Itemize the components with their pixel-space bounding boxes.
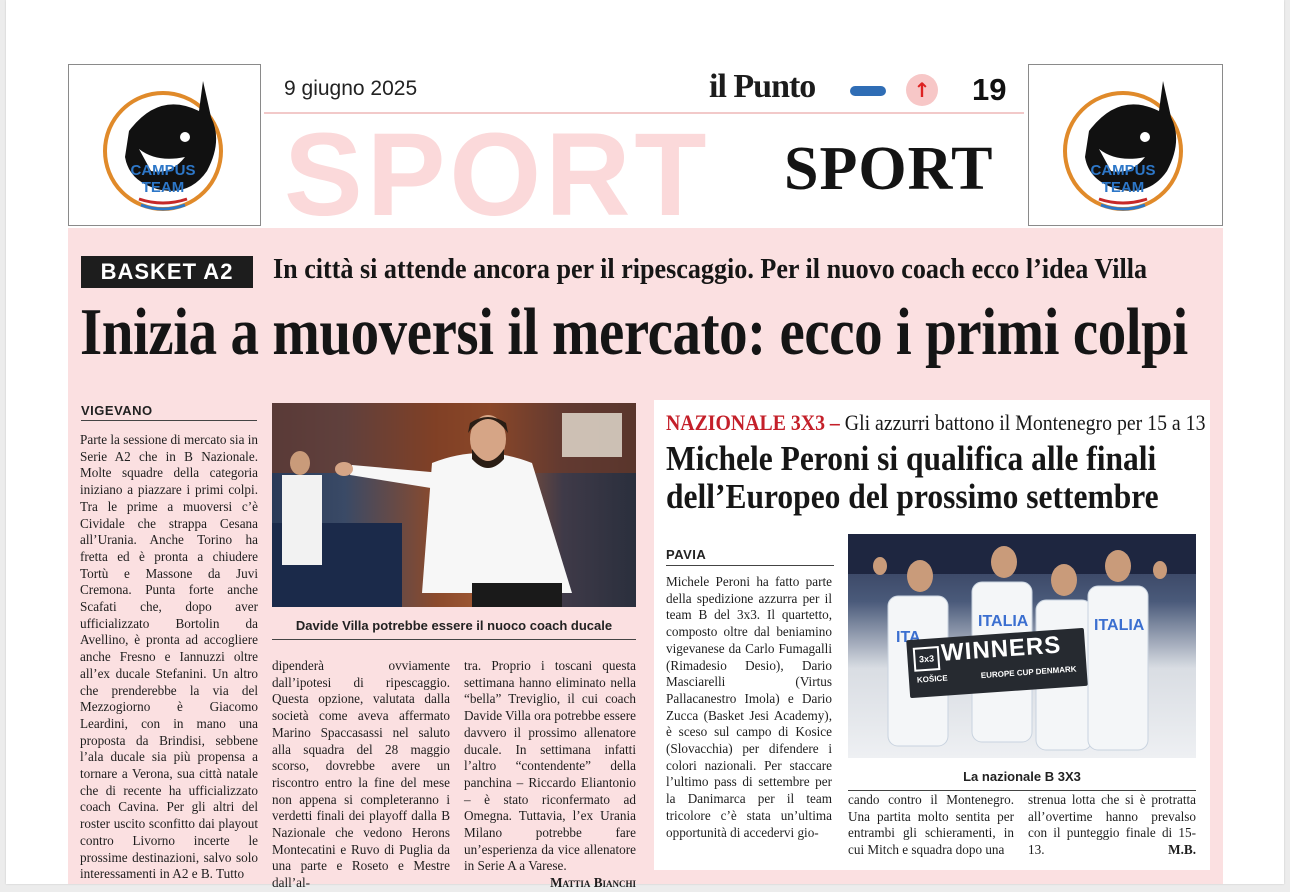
newspaper-page	[68, 64, 1223, 891]
sidebar-headline	[666, 440, 1159, 516]
coach-photo	[272, 403, 636, 607]
svg-text:CAMPUS: CAMPUS	[130, 162, 196, 179]
issue-date: 9 giugno 2025	[284, 77, 418, 100]
sidebar-column-3-text: strenua lotta che si è protratta all’overtime hanno prevalso con il punteggio finale di 15-13.	[1028, 792, 1196, 858]
article-signature: Mattia Bianchi	[550, 875, 636, 891]
team-caption-rule	[848, 790, 1196, 791]
orca-logo-icon	[99, 71, 231, 221]
svg-text:TEAM: TEAM	[141, 179, 185, 196]
sign-city-text: KOŠICE	[916, 673, 948, 685]
winners-sign	[906, 628, 1088, 698]
article-subheadline: In città si attende ancora per il ripescaggio. Per il nuovo coach ecco l’idea Villa	[273, 253, 1148, 285]
sidebar-column-1: Michele Peroni ha fatto parte della spedizione azzurra per il team B del 3x3. Il quartetto, composto oltre dal beniamino vigevanese da Carlo Fumagalli (Rimadesio Desio), Dario Masciarelli (Virtus Pallacanestro Imola) e Dario Zucca (Basket Jesi Academy), è sceso sul campo di Kosice (Slovacchia) per difendere i colori nazionali. Per staccare l’ultimo pass di settembre per la Danimarca per il team tricolore c’è stata un’ultima opportunità di accedervi gio-	[666, 574, 832, 840]
brand-logo: il Punto	[709, 68, 816, 105]
dateline-rule	[81, 420, 257, 421]
sidebar-signature: M.B.	[1168, 842, 1196, 858]
team-photo-caption: La nazionale B 3X3	[963, 769, 1081, 784]
sidebar-column-2: cando contro il Montenegro. Una partita molto sentita per entrambi gli schieramenti, in cui Mitch e squadra dopo una	[848, 792, 1014, 858]
coach-illustration-icon	[272, 403, 636, 607]
sign-winners-text: WINNERS	[940, 631, 1063, 667]
sidebar-column-3	[1028, 792, 1196, 859]
sidebar-kicker	[666, 410, 1205, 436]
sidebar-dateline: PAVIA	[666, 547, 707, 562]
sidebar-headline-line1: Michele Peroni si qualifica alle finali	[666, 439, 1157, 478]
article-column-3-text: tra. Proprio i toscani questa settimana hanno eliminato nella “bella” Treviglio, il cui coach Davide Villa ora potrebbe essere davvero il prossimo allenatore ducale. In settimana infatti l’altro “contendente” della panchina – Riccardo Eliantonio – è stato riconfermato ad Omegna. Tuttavia, l’ex Urania Milano potrebbe fare un’esperienza da vice allenatore in Serie A a Varese.	[464, 658, 636, 874]
sidebar-article	[654, 400, 1210, 870]
caption-rule	[272, 639, 636, 640]
article-kicker: BASKET A2	[81, 256, 253, 288]
brand-tag-icon	[850, 86, 886, 96]
team-photo	[848, 534, 1196, 758]
campus-team-logo-right	[1028, 64, 1223, 226]
article-dateline: VIGEVANO	[81, 403, 153, 418]
article-headline: Inizia a muoversi il mercato: ecco i primi colpi	[80, 295, 1188, 369]
sidebar-dateline-rule	[666, 565, 834, 566]
section-title: SPORT	[784, 135, 994, 203]
svg-text:CAMPUS: CAMPUS	[1090, 162, 1156, 179]
sidebar-kicker-label: NAZIONALE 3X3 –	[666, 410, 840, 435]
article-column-2: dipenderà ovviamente dall’ipotesi di ripescaggio. Questa opzione, valutata dalla società come aveva affermato Marino Spaccasassi nel saluto alla squadra del 28 maggio scorso, dovrebbe avere un riscontro entro la fine del mese non appena si completeranno i verdetti finali dei playoff dalla B Nazionale che vedono Herons Montecatini e Ruvo di Puglia da una parte e Roseto e Mestre dall’al-	[272, 658, 450, 891]
svg-text:ITALIA: ITALIA	[1094, 617, 1145, 634]
sign-event-text: EUROPE CUP DENMARK	[980, 664, 1077, 681]
article-column-1: Parte la sessione di mercato sia in Serie A2 che in B Nazionale. Molte squadre della categoria iniziano a piazzare i primi colpi. Tra le prime a muoversi c’è Cividale che strappa Cesana all’Urania. Anche Torino ha fretta ed è pronta a chiudere Tortù e Massone da Juvi Cremona. Punta forte anche Scafati che, dopo aver ufficializzato Bortolin da Avellino, è pronta ad accogliere anche Fresno e Iannuzzi oltre all’ex ducale Stefanini. Un altro che prenderebbe la via del Mezzogiorno è Giacomo Leardini, con in mano una proposta da Brindisi, sebbene l’ala ducale sia più propensa a tornare a Verona, sua città natale che di recente ha ufficializzato coach Cavina. Per gli altri del roster uscito sconfitto dai playout contro Livorno incerte le prossime destinazioni, salvo solo interessamenti in A2 e B. Tutto	[80, 432, 258, 882]
article-column-3	[464, 658, 636, 892]
orca-logo-icon	[1059, 71, 1191, 221]
page-number: 19	[972, 72, 1007, 107]
sidebar-headline-line2: dell’Europeo del prossimo settembre	[666, 477, 1159, 516]
sidebar-kicker-text: Gli azzurri battono il Montenegro per 15 a 13	[844, 410, 1206, 435]
svg-text:ITALIA: ITALIA	[978, 613, 1029, 630]
date-bar	[264, 64, 1024, 114]
sign-logo: 3x3	[913, 646, 941, 672]
section-watermark: SPORT	[284, 109, 711, 241]
svg-text:TEAM: TEAM	[1101, 179, 1145, 196]
header-center	[264, 64, 1024, 241]
svg-text:ITA: ITA	[896, 629, 921, 646]
arrow-up-icon[interactable]: ↑	[906, 74, 938, 106]
page-header	[68, 64, 1223, 241]
campus-team-logo-left	[68, 64, 261, 226]
coach-photo-caption: Davide Villa potrebbe essere il nuoco coach ducale	[295, 618, 613, 633]
